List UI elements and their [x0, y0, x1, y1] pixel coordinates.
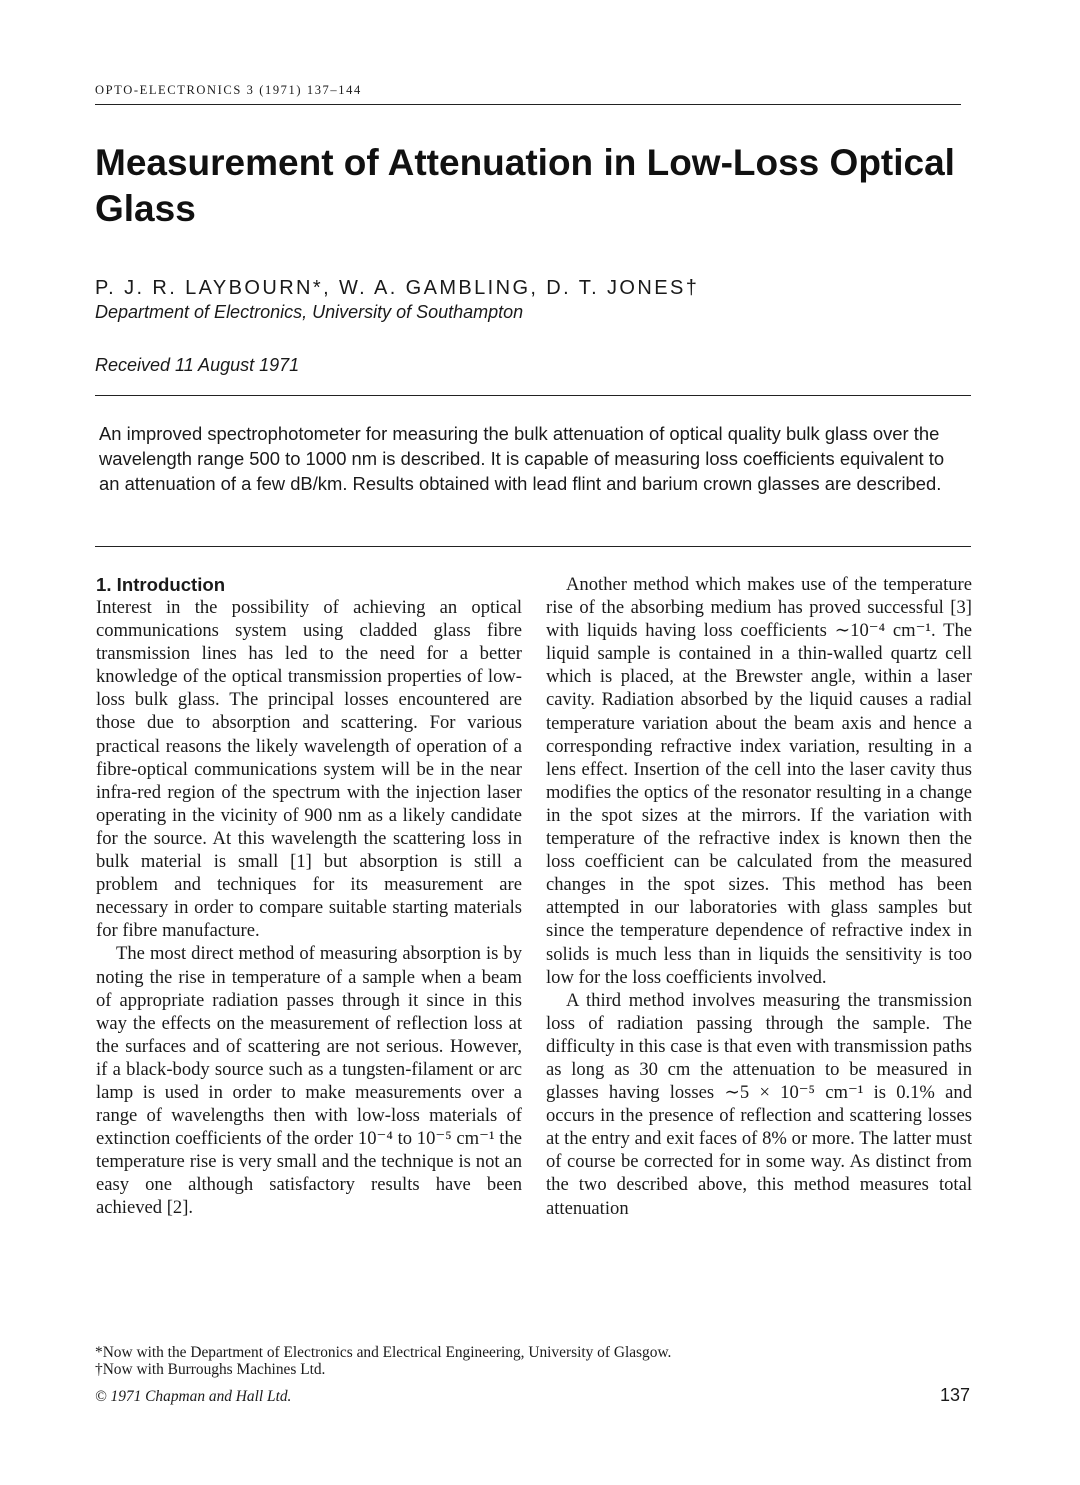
author-list: P. J. R. LAYBOURN*, W. A. GAMBLING, D. T. JONES† — [95, 277, 700, 299]
left-column — [96, 573, 522, 1220]
paragraph: The most direct method of measuring absorption is by noting the rise in temperature of a sample when a beam of appropriate radiation passes through it since in this way the effects on the measurement of reflection loss at the surfaces and of scattering are not serious. However, if a black-body source such as a tungsten-filament or arc lamp is used in order to make measurements over a range of wavelengths then with low-loss materials of extinction coefficients of the order 10⁻⁴ to 10⁻⁵ cm⁻¹ the temperature rise is very small and the technique is not an easy one although satisfactory results have been achieved [2]. — [96, 943, 522, 1219]
footnote: †Now with Burroughs Machines Ltd. — [95, 1361, 326, 1378]
page-number: 137 — [939, 1385, 970, 1405]
footnote: *Now with the Department of Electronics and Electrical Engineering, University of Glasgow. — [95, 1344, 672, 1361]
copyright-notice: © 1971 Chapman and Hall Ltd. — [95, 1388, 292, 1405]
section-heading: 1. Introduction — [96, 574, 226, 595]
abstract-bottom-rule — [95, 546, 971, 547]
paragraph: A third method involves measuring the transmission loss of radiation passing through the sample. The difficulty in this case is that even with transmission paths as long as 30 cm the attenuation to be measured in glasses having losses ∼5 × 10⁻⁵ cm⁻¹ is 0.1% and occurs in the presence of reflection and scattering losses at the entry and exit faces of 8% or more. The latter must of course be corrected for in some way. As distinct from the two described above, this method measures total attenuation — [546, 989, 972, 1219]
received-date: Received 11 August 1971 — [95, 355, 300, 375]
affiliation: Department of Electronics, University of Southampton — [95, 302, 524, 322]
abstract-top-rule — [95, 395, 971, 396]
abstract: An improved spectrophotometer for measuring the bulk attenuation of optical quality bulk glass over the wavelength range 500 to 1000 nm is described. It is capable of measuring loss coefficients equivalent to an attenuation of a few dB/km. Results obtained with lead flint and barium crown glasses are described. — [99, 423, 945, 495]
paper-title: Measurement of Attenuation in Low-Loss Optical Glass — [95, 142, 955, 229]
paragraph: Interest in the possibility of achieving an optical communications system using cladded glass fibre transmission lines has led to the need for a better knowledge of the optical transmission properties of low-loss bulk glass. The principal losses encountered are those due to absorption and scattering. For various practical reasons the likely wavelength of operation of a fibre-optical communications system will be in the near infra-red region of the spectrum with the injection laser operating in the vicinity of 900 nm as a likely candidate for the source. At this wavelength the scattering loss in bulk material is small [1] but absorption is still a problem and techniques for its measurement are necessary in order to compare suitable starting materials for fibre manufacture. — [96, 597, 522, 942]
header-rule — [95, 104, 961, 105]
footnotes — [95, 1344, 975, 1378]
journal-reference: OPTO-ELECTRONICS 3 (1971) 137–144 — [95, 83, 362, 97]
paragraph: Another method which makes use of the temperature rise of the absorbing medium has proved successful [3] with liquids having loss coefficients ∼10⁻⁴ cm⁻¹. The liquid sample is contained in a thin-walled quartz cell which is placed, at the Brewster angle, within a laser cavity. Radiation absorbed by the liquid causes a radial temperature variation about the beam axis and hence a corresponding refractive index variation, resulting in a lens effect. Insertion of the cell into the laser cavity thus modifies the optics of the resonator resulting in a change in the spot sizes at the mirrors. If the variation with temperature of the refractive index is known then the loss coefficient can be calculated from the measured changes in the spot sizes. This method has been attempted in our laboratories with glass samples but since the temperature dependence of refractive index in solids is much less than in liquids the sensitivity is too low for the loss coefficients involved. — [546, 574, 972, 988]
right-column — [546, 573, 972, 1220]
